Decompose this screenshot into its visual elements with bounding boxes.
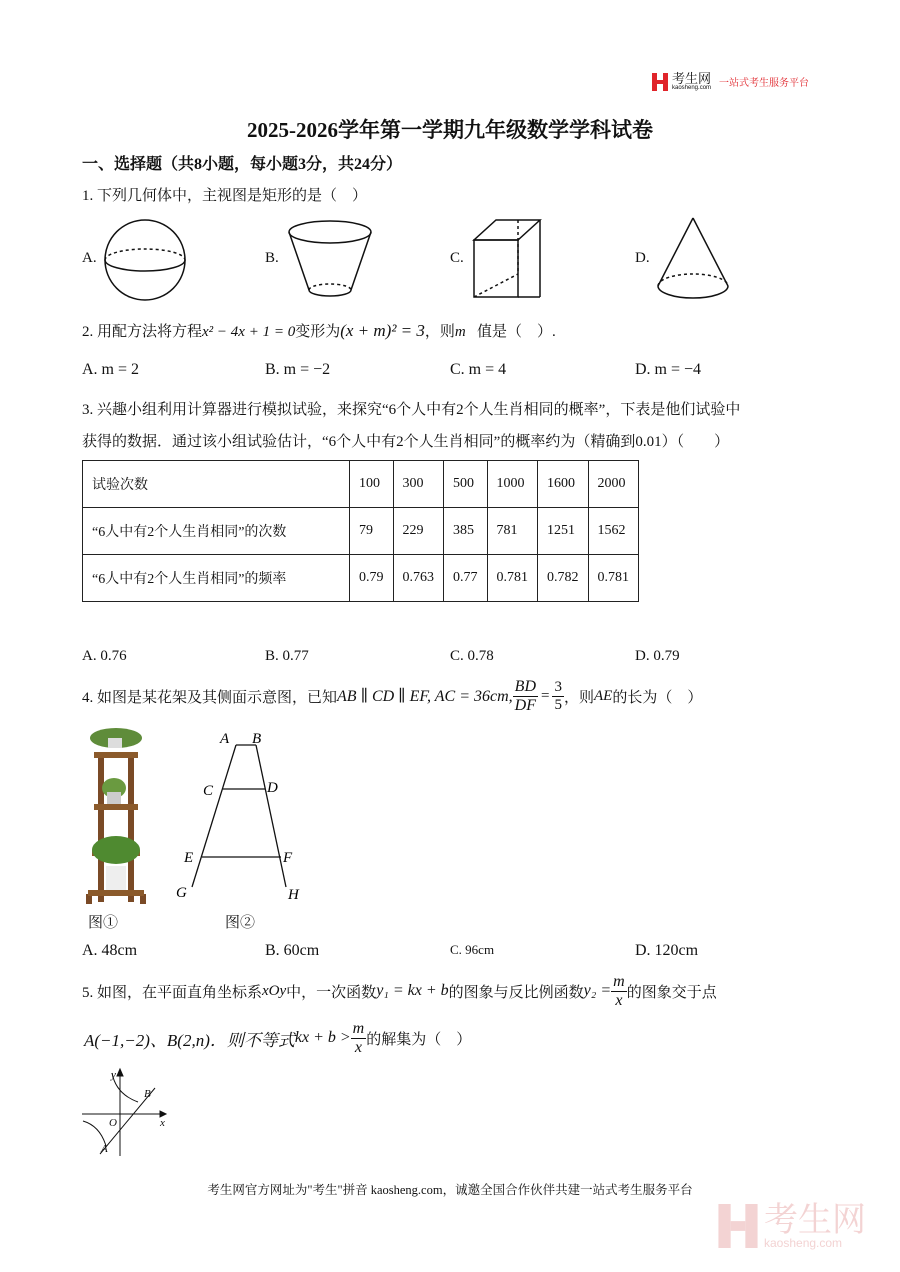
q4-option-b[interactable]: B. 60cm — [265, 942, 320, 959]
q2-equation: x² − 4x + 1 = 0 — [202, 324, 296, 340]
table-cell: 2000 — [588, 461, 639, 508]
watermark-name: 考生网 — [764, 1201, 866, 1239]
figure-1-caption: 图① — [88, 915, 119, 931]
question-2-stem — [82, 320, 556, 341]
row-header-cell: 试验次数 — [83, 461, 350, 508]
watermark-domain: kaosheng.com — [764, 1236, 843, 1250]
q2-target-equation: (x + m)² = 3 — [340, 321, 425, 340]
q4-option-d[interactable]: D. 120cm — [635, 942, 699, 959]
cone-figure — [655, 214, 731, 304]
watermark — [718, 1203, 866, 1249]
table-row — [83, 508, 639, 555]
table-cell: 0.781 — [588, 555, 639, 602]
q4-condition: AB ∥ CD ∥ EF, AC = 36cm, — [337, 688, 513, 706]
q5-inverse-function: y₂ = — [583, 982, 612, 1000]
table-cell: 0.763 — [393, 555, 444, 602]
kaosheng-logo — [652, 72, 809, 91]
q5-coordinate-system: xOy — [262, 982, 287, 999]
trapezoid-diagram — [170, 725, 320, 910]
q2-variable: m — [454, 324, 466, 340]
section-heading: 一、选择题（共8小题，每小题3分，共24分） — [82, 156, 403, 173]
x-axis-label: x — [160, 1117, 165, 1129]
sphere-figure — [100, 215, 190, 305]
q2-option-b[interactable]: B. m = −2 — [265, 361, 331, 378]
table-cell: 79 — [350, 508, 394, 555]
table-cell: 0.781 — [487, 555, 538, 602]
q5-text: 的解集为（ ） — [366, 1031, 472, 1048]
q2-text: ，则 — [424, 324, 455, 340]
q3-option-b[interactable]: B. 0.77 — [265, 648, 309, 664]
q5-text: 的图象交于点 — [626, 984, 717, 1001]
point-g-label: G — [176, 885, 187, 901]
origin-label: O — [109, 1117, 117, 1129]
logo-domain: kaosheng.com — [672, 85, 712, 91]
table-row — [83, 555, 639, 602]
point-c-label: C — [203, 783, 214, 799]
q4-text: ，则 — [563, 689, 594, 706]
question-5-line2 — [84, 1020, 471, 1056]
question-3-line1: 3. 兴趣小组利用计算器进行模拟试验，来探究“6个人中有2个人生肖相同的概率”，下表是他们试验中 — [82, 402, 741, 418]
table-cell: 500 — [444, 461, 488, 508]
prism-figure — [470, 216, 546, 302]
q3-data-table — [82, 460, 639, 602]
point-b-label: B — [252, 731, 262, 747]
q4-ratio-value — [552, 679, 564, 713]
table-cell: 0.79 — [350, 555, 394, 602]
q2-text: 变形为 — [295, 324, 341, 340]
watermark-logo-icon — [718, 1204, 758, 1248]
q4-text: 的长为（ ） — [612, 689, 703, 706]
table-cell: 229 — [393, 508, 444, 555]
q4-option-c[interactable]: C. 96cm — [450, 942, 495, 957]
fraction-numerator: m — [352, 1020, 365, 1037]
point-a-label: A — [101, 1143, 108, 1155]
table-cell: 1251 — [538, 508, 589, 555]
q5-fraction — [611, 973, 627, 1009]
question-5-line1 — [82, 973, 717, 1009]
table-cell: 1600 — [538, 461, 589, 508]
figure-2-caption: 图② — [225, 915, 256, 931]
point-a-label: A — [220, 731, 230, 747]
flower-stand-photo — [82, 724, 150, 906]
q1-option-a[interactable]: A. — [82, 250, 97, 266]
footer-text: 考生网官方网址为"考生"拼音 kaosheng.com，诚邀全国合作伙伴共建一站式考生服务平台 — [207, 1183, 693, 1197]
row-header-cell: “6人中有2个人生肖相同”的次数 — [83, 508, 350, 555]
q5-text: 中，一次函数 — [286, 984, 377, 1001]
q4-equals: = — [541, 687, 550, 704]
kaosheng-logo-icon — [652, 73, 668, 91]
q3-option-a[interactable]: A. 0.76 — [82, 648, 127, 664]
q5-text: 的图象与反比例函数 — [448, 984, 584, 1001]
q4-segment: AE — [593, 687, 613, 704]
point-f-label: F — [283, 850, 293, 866]
q2-text: 2. 用配方法将方程 — [82, 324, 203, 340]
table-cell: 385 — [444, 508, 488, 555]
point-d-label: D — [267, 780, 278, 796]
q3-option-c[interactable]: C. 0.78 — [450, 648, 494, 664]
q2-option-a[interactable]: A. m = 2 — [82, 361, 140, 378]
table-cell: 0.77 — [444, 555, 488, 602]
value-numerator: 3 — [554, 679, 562, 696]
table-cell: 100 — [350, 461, 394, 508]
q2-option-d[interactable]: D. m = −4 — [635, 361, 702, 378]
q1-option-d[interactable]: D. — [635, 250, 650, 266]
logo-slogan: 一站式考生服务平台 — [719, 78, 810, 89]
y-axis-label: y — [111, 1069, 116, 1081]
q5-inequality: kx + b > — [294, 1029, 351, 1047]
fraction-numerator: m — [613, 973, 625, 990]
fraction-denominator: x — [615, 991, 623, 1009]
q4-ratio — [513, 678, 538, 714]
frustum-figure — [285, 218, 375, 303]
table-cell: 300 — [393, 461, 444, 508]
q4-text: 4. 如图是某花架及其侧面示意图，已知 — [82, 689, 338, 706]
logo-name: 考生网 — [672, 71, 712, 86]
coordinate-graph — [80, 1066, 175, 1158]
page-title: 2025-2026学年第一学期九年级数学学科试卷 — [247, 118, 653, 142]
q5-points: A(−1,−2)、B(2,n)．则不等式 — [84, 1030, 295, 1050]
table-cell: 0.782 — [538, 555, 589, 602]
question-3-line2: 获得的数据．通过该小组试验估计，“6个人中有2个人生肖相同”的概率约为（精确到0.01）（ ） — [82, 434, 730, 450]
question-4-stem — [82, 678, 702, 714]
row-header-cell: “6人中有2个人生肖相同”的频率 — [83, 555, 350, 602]
q1-option-c[interactable]: C. — [450, 250, 464, 266]
ratio-denominator: DF — [514, 696, 536, 714]
q1-option-b[interactable]: B. — [265, 250, 279, 266]
table-cell: 1562 — [588, 508, 639, 555]
table-cell: 781 — [487, 508, 538, 555]
ratio-numerator: BD — [514, 678, 536, 695]
value-denominator: 5 — [554, 696, 562, 713]
q5-fraction — [351, 1020, 367, 1056]
point-b-label: B — [144, 1088, 151, 1100]
table-cell: 1000 — [487, 461, 538, 508]
table-row — [83, 461, 639, 508]
q5-text: 5. 如图，在平面直角坐标系 — [82, 984, 263, 1001]
fraction-denominator: x — [354, 1038, 362, 1056]
q2-text: 值是（ ）. — [477, 324, 556, 340]
q5-linear-function: y₁ = kx + b — [376, 982, 449, 1000]
q2-option-c[interactable]: C. m = 4 — [450, 361, 507, 378]
q4-option-a[interactable]: A. 48cm — [82, 942, 138, 959]
point-h-label: H — [288, 887, 299, 903]
question-1-stem: 1. 下列几何体中，主视图是矩形的是（ ） — [82, 188, 368, 204]
q3-option-d[interactable]: D. 0.79 — [635, 648, 680, 664]
point-e-label: E — [184, 850, 194, 866]
